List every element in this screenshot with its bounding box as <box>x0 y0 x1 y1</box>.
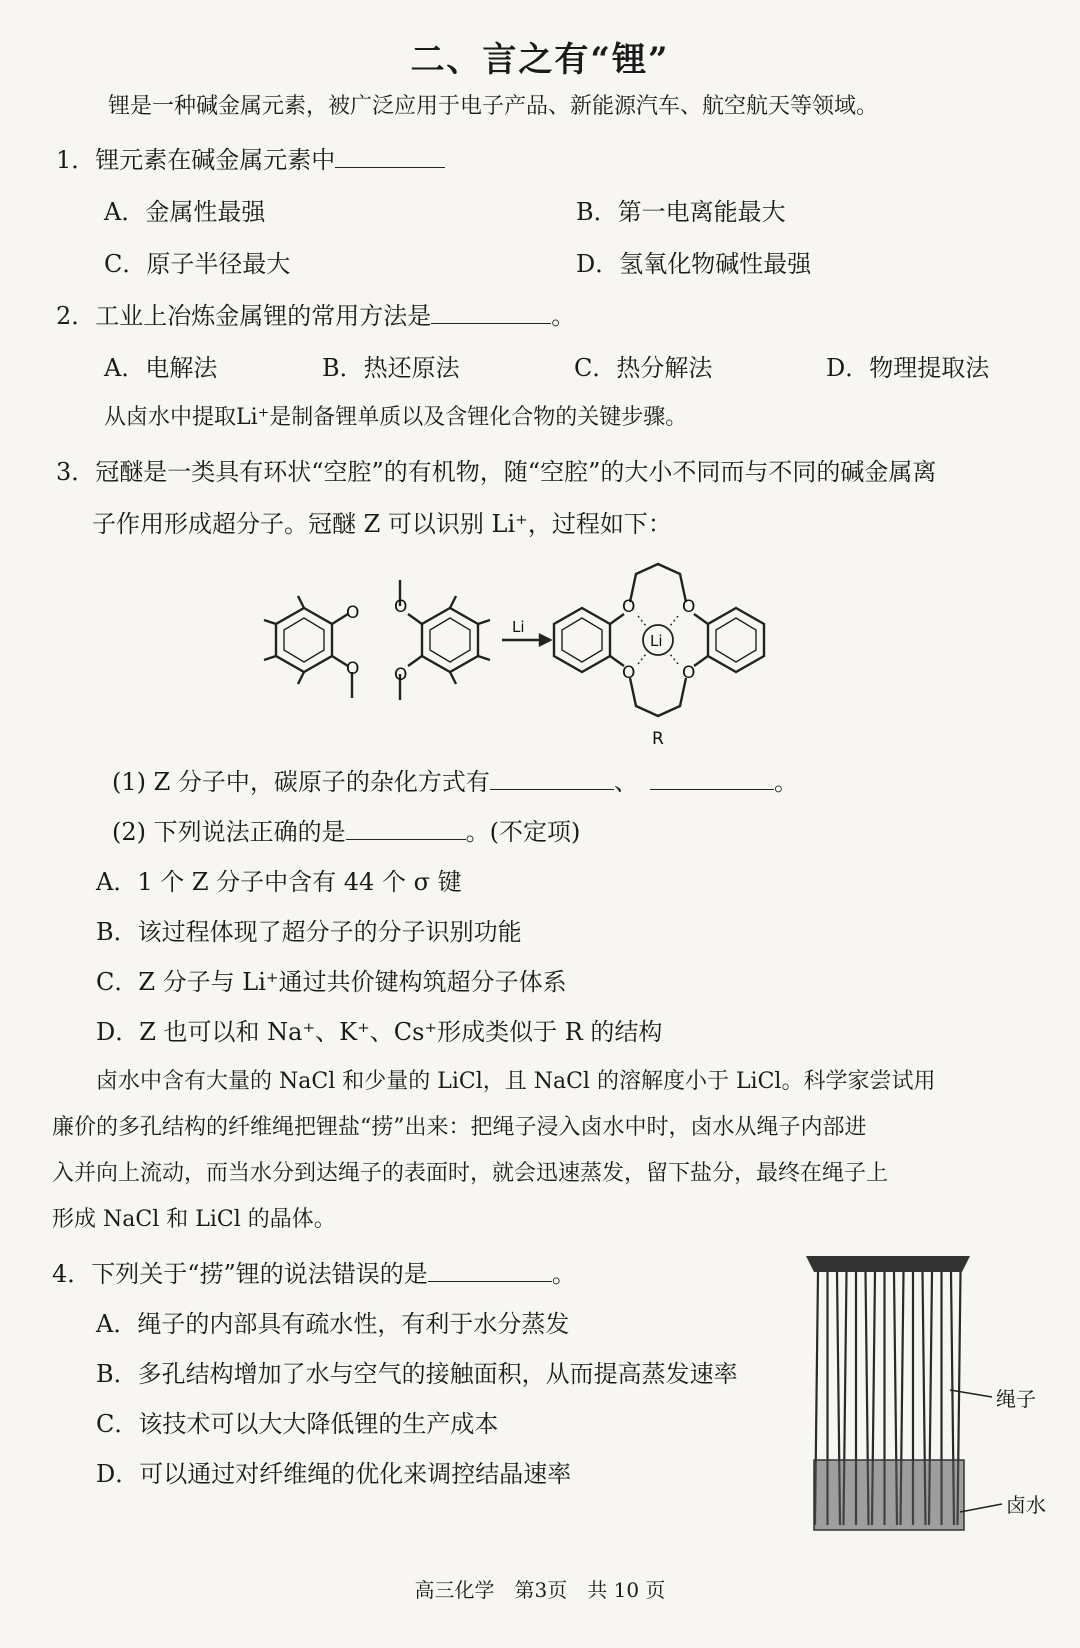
q2-stem-end: 。 <box>551 302 576 330</box>
atom-o: O <box>622 663 636 683</box>
q3-sub1-blank-1[interactable] <box>490 767 614 790</box>
product-ring-right-inner <box>716 618 756 662</box>
q3-stem-line1: 3．冠醚是一类具有环状“空腔”的有机物，随“空腔”的大小不同而与不同的碱金属离 <box>56 458 937 486</box>
q2-option-b: B．热还原法 <box>322 354 460 382</box>
crown-ether-diagram <box>240 560 820 790</box>
benzene-ring-1-inner <box>284 618 324 662</box>
q4-option-c: C．该技术可以大大降低锂的生产成本 <box>96 1410 499 1438</box>
q2-answer-blank[interactable] <box>431 301 551 324</box>
atom-o: O <box>394 597 408 617</box>
rope-top-holder <box>806 1256 970 1272</box>
q3-sub1 <box>112 762 798 797</box>
q3-sub2-blank[interactable] <box>346 817 466 840</box>
li-extraction-note: 从卤水中提取Li⁺是制备锂单质以及含锂化合物的关键步骤。 <box>104 405 688 430</box>
page-footer: 高三化学 第3页 共 10 页 <box>414 1578 666 1602</box>
q4-answer-blank[interactable] <box>428 1259 552 1282</box>
passage-line-2: 廉价的多孔结构的纤维绳把锂盐“捞”出来：把绳子浸入卤水中时，卤水从绳子内部进 <box>52 1115 867 1140</box>
rope-label: 绳子 <box>996 1387 1036 1411</box>
q3-sub2-text: (2) 下列说法正确的是 <box>112 818 346 846</box>
q3-option-c: C．Z 分子与 Li⁺通过共价键构筑超分子体系 <box>96 968 567 996</box>
q3-sub1-text: (1) Z 分子中，碳原子的杂化方式有 <box>112 768 490 796</box>
q1-stem <box>56 140 445 175</box>
q2-option-a: A．电解法 <box>104 354 218 382</box>
q2-option-c: C．热分解法 <box>574 354 713 382</box>
product-ring-left-inner <box>562 618 602 662</box>
q1-option-c: C．原子半径最大 <box>104 250 291 278</box>
q3-sub2-end: 。(不定项) <box>465 818 581 846</box>
q4-option-a: A．绳子的内部具有疏水性，有利于水分蒸发 <box>96 1310 570 1338</box>
q1-stem-text: 1．锂元素在碱金属元素中 <box>56 146 336 174</box>
brine-tank <box>814 1460 964 1530</box>
passage-line-4: 形成 NaCl 和 LiCl 的晶体。 <box>52 1207 336 1232</box>
atom-o: O <box>346 659 360 679</box>
reaction-arrowhead <box>540 635 550 645</box>
atom-o: O <box>682 663 696 683</box>
q3-sub2 <box>112 812 580 847</box>
arrow-label: Li <box>512 618 525 636</box>
section-title: 二、言之有“锂” <box>410 40 670 80</box>
rope-pointer-line <box>950 1390 992 1397</box>
q2-option-d: D．物理提取法 <box>826 354 990 382</box>
li-ion-label: Li <box>650 632 663 650</box>
intro-text: 锂是一种碱金属元素，被广泛应用于电子产品、新能源汽车、航空航天等领域。 <box>108 94 879 119</box>
atom-o: O <box>682 597 696 617</box>
brine-pointer-line <box>960 1504 1002 1512</box>
atom-o: O <box>346 603 360 623</box>
q3-sub1-blank-2[interactable] <box>650 767 774 790</box>
q3-option-b: B．该过程体现了超分子的分子识别功能 <box>96 918 522 946</box>
benzene-ring-2-inner <box>430 618 470 662</box>
q4-stem <box>52 1254 576 1289</box>
q4-stem-text: 4．下列关于“捞”锂的说法错误的是 <box>52 1260 428 1288</box>
q1-option-b: B．第一电离能最大 <box>576 198 786 226</box>
q1-answer-blank[interactable] <box>335 145 445 168</box>
q1-option-a: A．金属性最强 <box>104 198 266 226</box>
passage-line-3: 入并向上流动，而当水分到达绳子的表面时，就会迅速蒸发，留下盐分，最终在绳子上 <box>52 1161 889 1186</box>
q1-option-d: D．氢氧化物碱性最强 <box>576 250 812 278</box>
q3-stem-line2: 子作用形成超分子。冠醚 Z 可以识别 Li⁺，过程如下： <box>92 510 672 538</box>
passage-line-1: 卤水中含有大量的 NaCl 和少量的 LiCl，且 NaCl 的溶解度小于 LiCl。科学家尝试用 <box>96 1069 936 1094</box>
atom-o: O <box>622 597 636 617</box>
q3-sub1-end: 。 <box>773 768 798 796</box>
brine-label: 卤水 <box>1006 1493 1046 1517</box>
q2-stem <box>56 296 575 331</box>
q4-stem-end: 。 <box>551 1260 576 1288</box>
q4-option-b: B．多孔结构增加了水与空气的接触面积，从而提高蒸发速率 <box>96 1360 738 1388</box>
q2-stem-text: 2．工业上冶炼金属锂的常用方法是 <box>56 302 432 330</box>
crown-lower-bridge <box>630 678 686 716</box>
crown-upper-bridge <box>630 564 686 602</box>
product-label: R <box>652 729 664 749</box>
atom-o: O <box>394 665 408 685</box>
q4-option-d: D．可以通过对纤维绳的优化来调控结晶速率 <box>96 1460 572 1488</box>
q3-sub1-separator: 、 <box>613 768 638 796</box>
rope-figure <box>800 1250 1070 1550</box>
q3-option-a: A．1 个 Z 分子中含有 44 个 σ 键 <box>96 868 462 896</box>
q3-option-d: D．Z 也可以和 Na⁺、K⁺、Cs⁺形成类似于 R 的结构 <box>96 1018 663 1046</box>
